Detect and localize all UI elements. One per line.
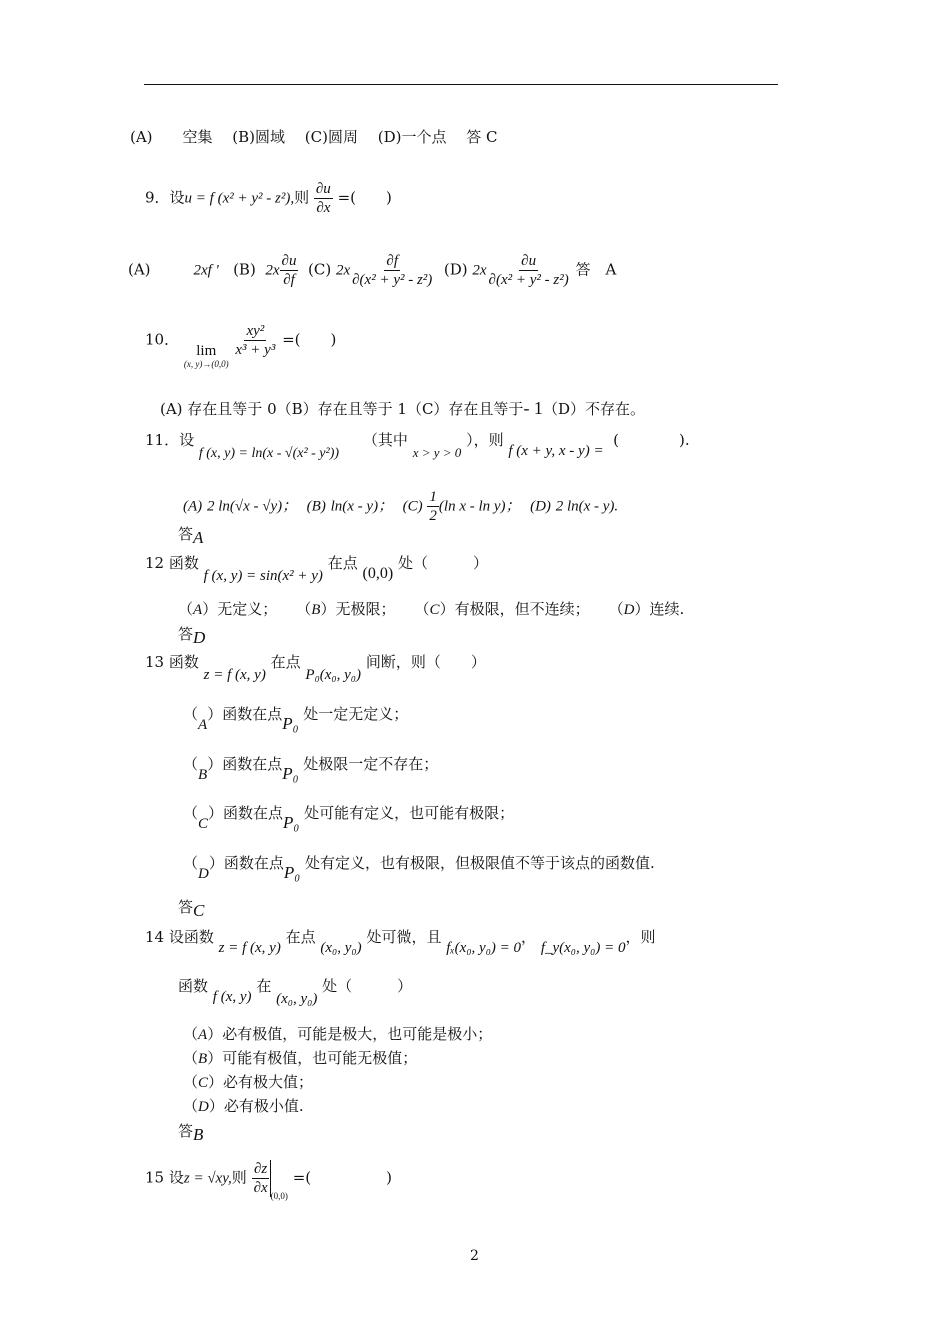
q15-stem: 15 设z = √xy,则 $\frac{\partial z}{\partial x}$ $_{(0,0)}$ =( ) [145,1161,392,1201]
q13-stem: 13 函数 z = f (x, y) 在点 P₀(x₀, y₀) 间断，则（ ） [145,653,486,683]
q14-option-c: （C）必有极大值； [183,1073,314,1091]
q11-answer: 答A [178,525,204,547]
q9-options: (A) 2xf ' (B) 2x $\frac{\partial u}{\partial f}$ (C) 2x $\frac{\partial f}{\text{∂(x² + y² - z²)}}$ (D) 2x $\frac{\partial u}{\text{∂(x² + y² - z²)}}$ 答 A [128,253,617,288]
q13-option-a: （A）函数在点P₀ 处一定无定义； [183,705,409,733]
q12-options: （A）无定义； （B）无极限； （C）有极限，但不连续； （D）连续. [178,600,685,618]
q10-stem: 10． lim (x, y)→(0,0) $\frac{\text{xy²}}{\text{x³ + y³}}$ =( ) [145,323,337,369]
q13-option-b: （B）函数在点P₀ 处极限一定不存在； [183,755,439,783]
q10-options: (A) 存在且等于 0（B）存在且等于 1（C）存在且等于- 1（D）不存在。 [160,398,645,418]
header-rule [144,84,778,85]
q9-fraction: $\frac{\partial u}{\partial x}$ [315,181,331,216]
q14-answer: 答B [178,1122,204,1144]
q12-answer: 答D [178,625,206,647]
q14-stem: 14 设函数 z = f (x, y) 在点 (x₀, y₀) 处可微，且 fₓ(x₀, y₀) = 0， f_y(x₀, y₀) = 0，则 [145,928,656,956]
q9-stem: 9．设u = f (x² + y² - z²),则 $\frac{\partial u}{\partial x}$ =( ) [145,181,392,216]
q14-stem-line2: 函数 f (x, y) 在 (x₀, y₀) 处（ ） [178,977,413,1007]
q14-option-d: （D）必有极小值. [183,1097,304,1115]
q11-options: (A) 2 ln(√x - √y)； (B) ln(x - y)； (C) $\frac{1}{2}$ (ln x - ln y)； (D) 2 ln(x - y). [183,489,619,524]
q13-option-c: （C）函数在点P₀ 处可能有定义，也可能有极限； [183,804,515,832]
q8-options: (A) 空集 (B)圆域 (C)圆周 (D)一个点 答 C [130,128,498,146]
page-number: 2 [470,1248,479,1264]
q12-stem: 12 函数 f (x, y) = sin(x² + y) 在点 (0,0) 处（ ） [145,554,488,584]
q14-option-a: （A）必有极值，可能是极大，也可能是极小； [183,1025,493,1043]
q13-option-d: （D）函数在点P₀ 处有定义，也有极限，但极限值不等于该点的函数值. [183,854,655,882]
q13-answer: 答C [178,898,205,920]
q11-stem: 11．设 f (x, y) = ln(x - √(x² - y²)) （其中 x > y > 0 ），则 f (x + y, x - y) = ( ). [145,431,690,461]
q14-option-b: （B）可能有极值，也可能无极值； [183,1049,418,1067]
